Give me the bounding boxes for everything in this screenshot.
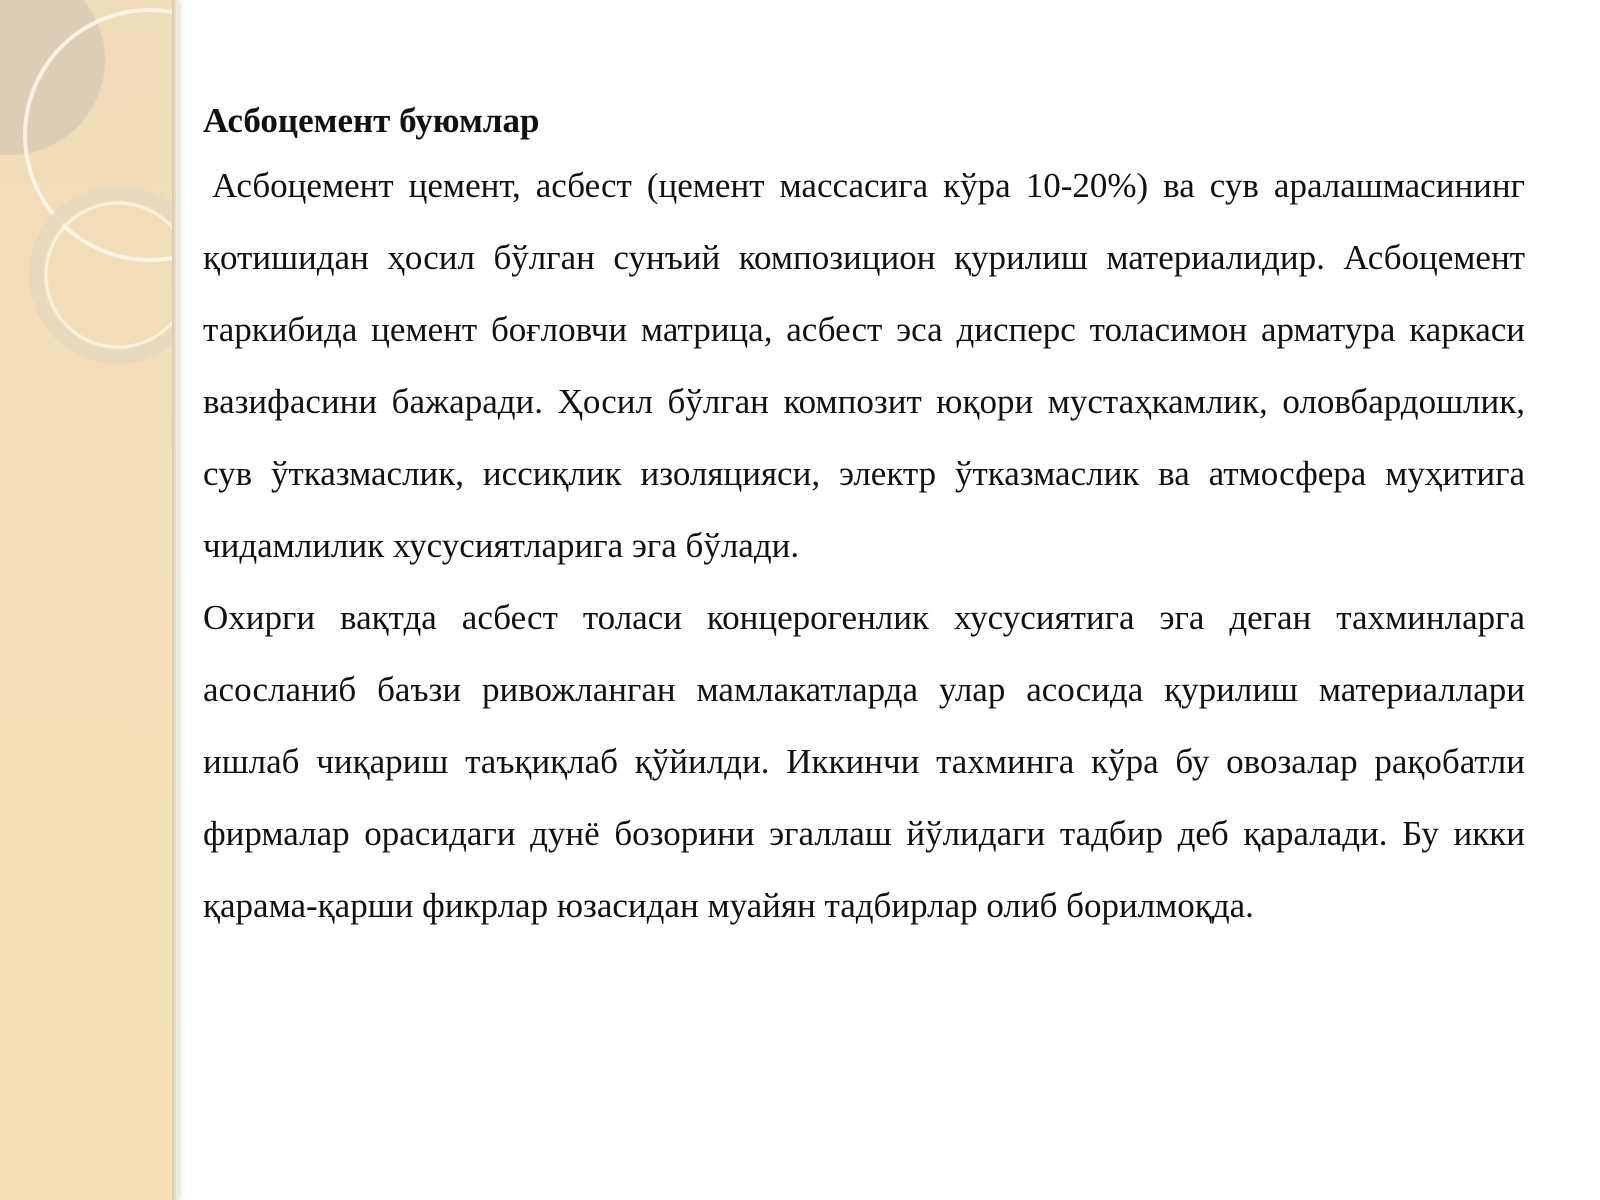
decorative-filled-circle: [0, 0, 105, 155]
decorative-side-band: [0, 0, 176, 1200]
slide-content: [203, 92, 1525, 942]
decorative-circles: [0, 0, 176, 1200]
slide-title: Асбоцемент буюмлар: [203, 101, 540, 140]
decorative-ring-thick: [36, 193, 176, 357]
decorative-ring-inner: [46, 203, 176, 347]
paragraph-2: Охирги вақтда асбест толаси концерогенлик хусусиятига эга деган тахминларга асосланиб баъзи ривожланган мамлакатларда улар асосида қурилиш материаллари ишлаб чиқариш таъқиқлаб қўйилди. Иккинчи тахминга кўра бу овозалар рақобатли фирмалар орасидаги дунё бозорини эгаллаш йўлидаги тадбир деб қаралади. Бу икки қарама-қарши фикрлар юзасидан муайян тадбирлар олиб борилмоқда.: [203, 598, 1525, 925]
side-band-edge: [172, 0, 178, 1200]
paragraph-1: Асбоцемент цемент, асбест (цемент массасига кўра 10-20%) ва сув аралашмасининг қотишидан ҳосил бўлган сунъий композицион қурилиш материалидир. Асбоцемент таркибида цемент боғловчи матрица, асбест эса дисперс толасимон арматура каркаси вазифасини бажаради. Ҳосил бўлган композит юқори мустаҳкамлик, оловбардошлик, сув ўтказмаслик, иссиқлик изоляцияси, электр ўтказмаслик ва атмосфера муҳитига чидамлилик хусусиятларига эга бўлади.: [203, 166, 1525, 565]
